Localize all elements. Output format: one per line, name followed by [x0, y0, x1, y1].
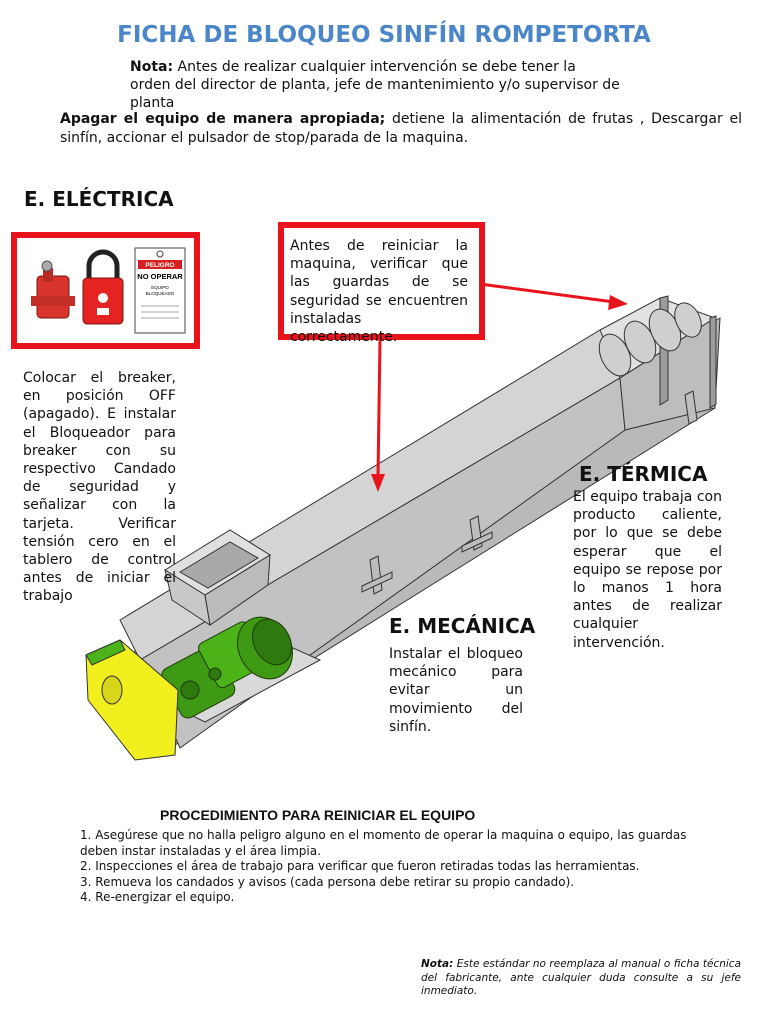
nota-text: Antes de realizar cualquier intervención se debe tener la orden del director de planta, jefe de mantenimiento y/o supervisor de planta — [130, 59, 620, 111]
mecanica-text: Instalar el bloqueo mecánico para evitar un movimiento del sinfín. — [389, 646, 523, 735]
electrica-text: Colocar el breaker, en posición OFF (apagado). E instalar el Bloqueador para breaker con su respectivo Candado de seguridad y señalizar con la tarjeta. Verificar tensión cero en el tablero de control antes de iniciar el trabajo — [23, 370, 176, 605]
tag-equipo-text: EQUIPO — [151, 285, 169, 290]
page-title: FICHA DE BLOQUEO SINFÍN ROMPETORTA — [117, 22, 651, 48]
apagar-label: Apagar el equipo de manera apropiada; — [60, 111, 386, 127]
electrica-heading: E. ELÉCTRICA — [24, 187, 174, 211]
lockout-devices-image — [17, 238, 194, 343]
footer-text: Este estándar no reemplaza al manual o ficha técnica del fabricante, ante cualquier duda consulte a su jefe inmediato. — [421, 958, 741, 997]
procedimiento-step: 4. Re-energizar el equipo. — [80, 890, 235, 904]
danger-tag-icon — [135, 248, 185, 333]
mecanica-heading: E. MECÁNICA — [389, 614, 536, 638]
tag-peligro-text: PELIGRO — [145, 262, 175, 269]
termica-text: El equipo trabaja con producto caliente, por lo que se debe esperar que el equipo se repose por lo manos 1 hora antes de realizar cualquier intervención. — [573, 489, 722, 651]
footer-note — [421, 958, 741, 999]
procedimiento-step: 3. Remueva los candados y avisos (cada persona debe retirar su propio candado). — [80, 874, 575, 889]
callout-text: Antes de reiniciar la maquina, verificar que las guardas de se seguridad se encuentren instaladas correctamente. — [290, 238, 468, 346]
apagar-text: detiene la alimentación de frutas , Descargar el sinfín, accionar el pulsador de stop/parada de la maquina. — [60, 111, 742, 146]
tag-no-operar-text: NO OPERAR — [137, 272, 183, 281]
padlock-icon — [83, 252, 123, 324]
footer-label: Nota: — [421, 958, 454, 970]
lockout-devices-box — [11, 232, 200, 349]
procedimiento-list — [80, 828, 720, 906]
procedimiento-step: 1. Asegúrese que no halla peligro alguno en el momento de operar la maquina o equipo, las guardas deben instar instaladas y el área limpia. — [80, 828, 687, 858]
tag-bloqueado-text: BLOQUEADO — [145, 291, 175, 296]
nota-label: Nota: — [130, 59, 174, 75]
procedimiento-step: 2. Inspecciones el área de trabajo para verificar que fueron retiradas todas las herramientas. — [80, 859, 640, 873]
termica-heading: E. TÉRMICA — [579, 462, 708, 486]
breaker-lockout-icon — [31, 261, 75, 318]
procedimiento-title: PROCEDIMIENTO PARA REINICIAR EL EQUIPO — [160, 807, 476, 823]
